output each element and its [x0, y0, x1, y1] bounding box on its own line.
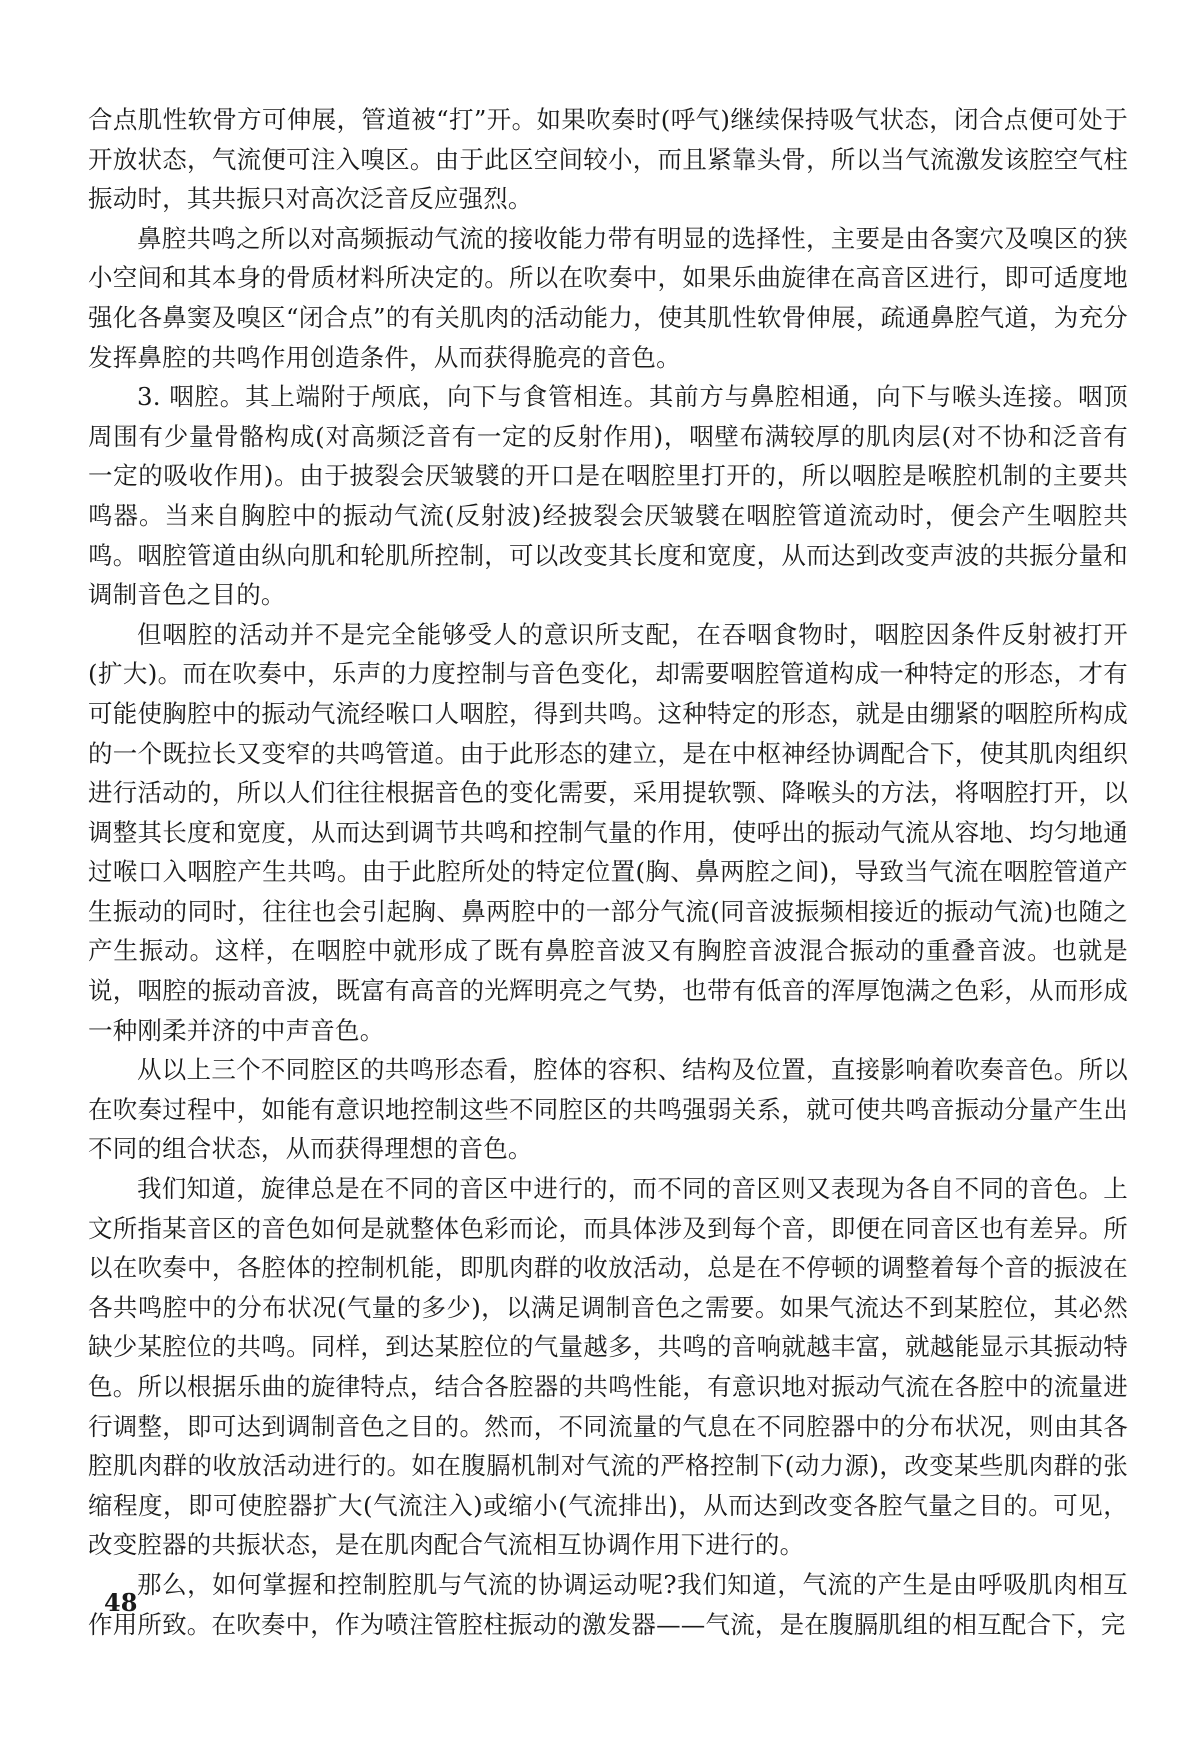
paragraph-muscle-airflow: 那么，如何掌握和控制腔肌与气流的协调运动呢?我们知道，气流的产生是由呼吸肌肉相互作用所致。在吹奏中，作为喷注管腔柱振动的激发器——气流，是在腹膈肌组的相互配合下，完 — [88, 1569, 1128, 1639]
paragraph-nasal-resonance: 鼻腔共鸣之所以对高频振动气流的接收能力带有明显的选择性，主要是由各窦穴及嗅区的狭小空间和其本身的骨质材料所决定的。所以在吹奏中，如果乐曲旋律在高音区进行，即可适度地强化各鼻窦及嗅区“闭合点”的有关肌肉的活动能力，使其肌性软骨伸展，疏通鼻腔气道，为充分发挥鼻腔的共鸣作用创造条件，从而获得脆亮的音色。 — [88, 223, 1128, 372]
paragraph-melody-registers: 我们知道，旋律总是在不同的音区中进行的，而不同的音区则又表现为各自不同的音色。上文所指某音区的音色如何是就整体色彩而论，而具体涉及到每个音，即便在同音区也有差异。所以在吹奏中，各腔体的控制机能，即肌肉群的收放活动，总是在不停顿的调整着每个音的振波在各共鸣腔中的分布状况(气量的多少)，以满足调制音色之需要。如果气流达不到某腔位，其必然缺少某腔位的共鸣。同样，到达某腔位的气量越多，共鸣的音响就越丰富，就越能显示其振动特色。所以根据乐曲的旋律特点，结合各腔器的共鸣性能，有意识地对振动气流在各腔中的流量进行调整，即可达到调制音色之目的。然而，不同流量的气息在不同腔器中的分布状况，则由其各腔肌肉群的收放活动进行的。如在腹膈机制对气流的严格控制下(动力源)，改变某些肌肉群的张缩程度，即可使腔器扩大(气流注入)或缩小(气流排出)，从而达到改变各腔气量之目的。可见，改变腔器的共振状态，是在肌肉配合气流相互协调作用下进行的。 — [88, 1174, 1128, 1560]
paragraph-three-cavities: 从以上三个不同腔区的共鸣形态看，腔体的容积、结构及位置，直接影响着吹奏音色。所以在吹奏过程中，如能有意识地控制这些不同腔区的共鸣强弱关系，就可使共鸣音振动分量产生出不同的组合状态，从而获得理想的音色。 — [88, 1055, 1128, 1164]
paragraph-continuation: 合点肌性软骨方可伸展，管道被“打”开。如果吹奏时(呼气)继续保持吸气状态，闭合点便可处于开放状态，气流便可注入嗅区。由于此区空间较小，而且紧靠头骨，所以当气流激发该腔空气柱振动时，其共振只对高次泛音反应强烈。 — [88, 105, 1128, 214]
paragraph-pharynx-activity: 但咽腔的活动并不是完全能够受人的意识所支配，在吞咽食物时，咽腔因条件反射被打开(扩大)。而在吹奏中，乐声的力度控制与音色变化，却需要咽腔管道构成一种特定的形态，才有可能使胸腔中的振动气流经喉口人咽腔，得到共鸣。这种特定的形态，就是由绷紧的咽腔所构成的一个既拉长又变窄的共鸣管道。由于此形态的建立，是在中枢神经协调配合下，使其肌肉组织进行活动的，所以人们往往根据音色的变化需要，采用提软颚、降喉头的方法，将咽腔打开，以调整其长度和宽度，从而达到调节共鸣和控制气量的作用，使呼出的振动气流从容地、均匀地通过喉口入咽腔产生共鸣。由于此腔所处的特定位置(胸、鼻两腔之间)，导致当气流在咽腔管道产生振动的同时，往往也会引起胸、鼻两腔中的一部分气流(同音波振频相接近的振动气流)也随之产生振动。这样，在咽腔中就形成了既有鼻腔音波又有胸腔音波混合振动的重叠音波。也就是说，咽腔的振动音波，既富有高音的光辉明亮之气势，也带有低音的浑厚饱满之色彩，从而形成一种刚柔并济的中声音色。 — [88, 619, 1128, 1045]
page-number: 48 — [104, 1588, 138, 1617]
paragraph-pharynx: 3. 咽腔。其上端附于颅底，向下与食管相连。其前方与鼻腔相通，向下与喉头连接。咽顶周围有少量骨骼构成(对高频泛音有一定的反射作用)，咽壁布满较厚的肌肉层(对不协和泛音有一定的吸收作用)。由于披裂会厌皱襞的开口是在咽腔里打开的，所以咽腔是喉腔机制的主要共鸣器。当来自胸腔中的振动气流(反射波)经披裂会厌皱襞在咽腔管道流动时，便会产生咽腔共鸣。咽腔管道由纵向肌和轮肌所控制，可以改变其长度和宽度，从而达到改变声波的共振分量和调制音色之目的。 — [88, 382, 1128, 610]
page-body — [88, 100, 1128, 1644]
